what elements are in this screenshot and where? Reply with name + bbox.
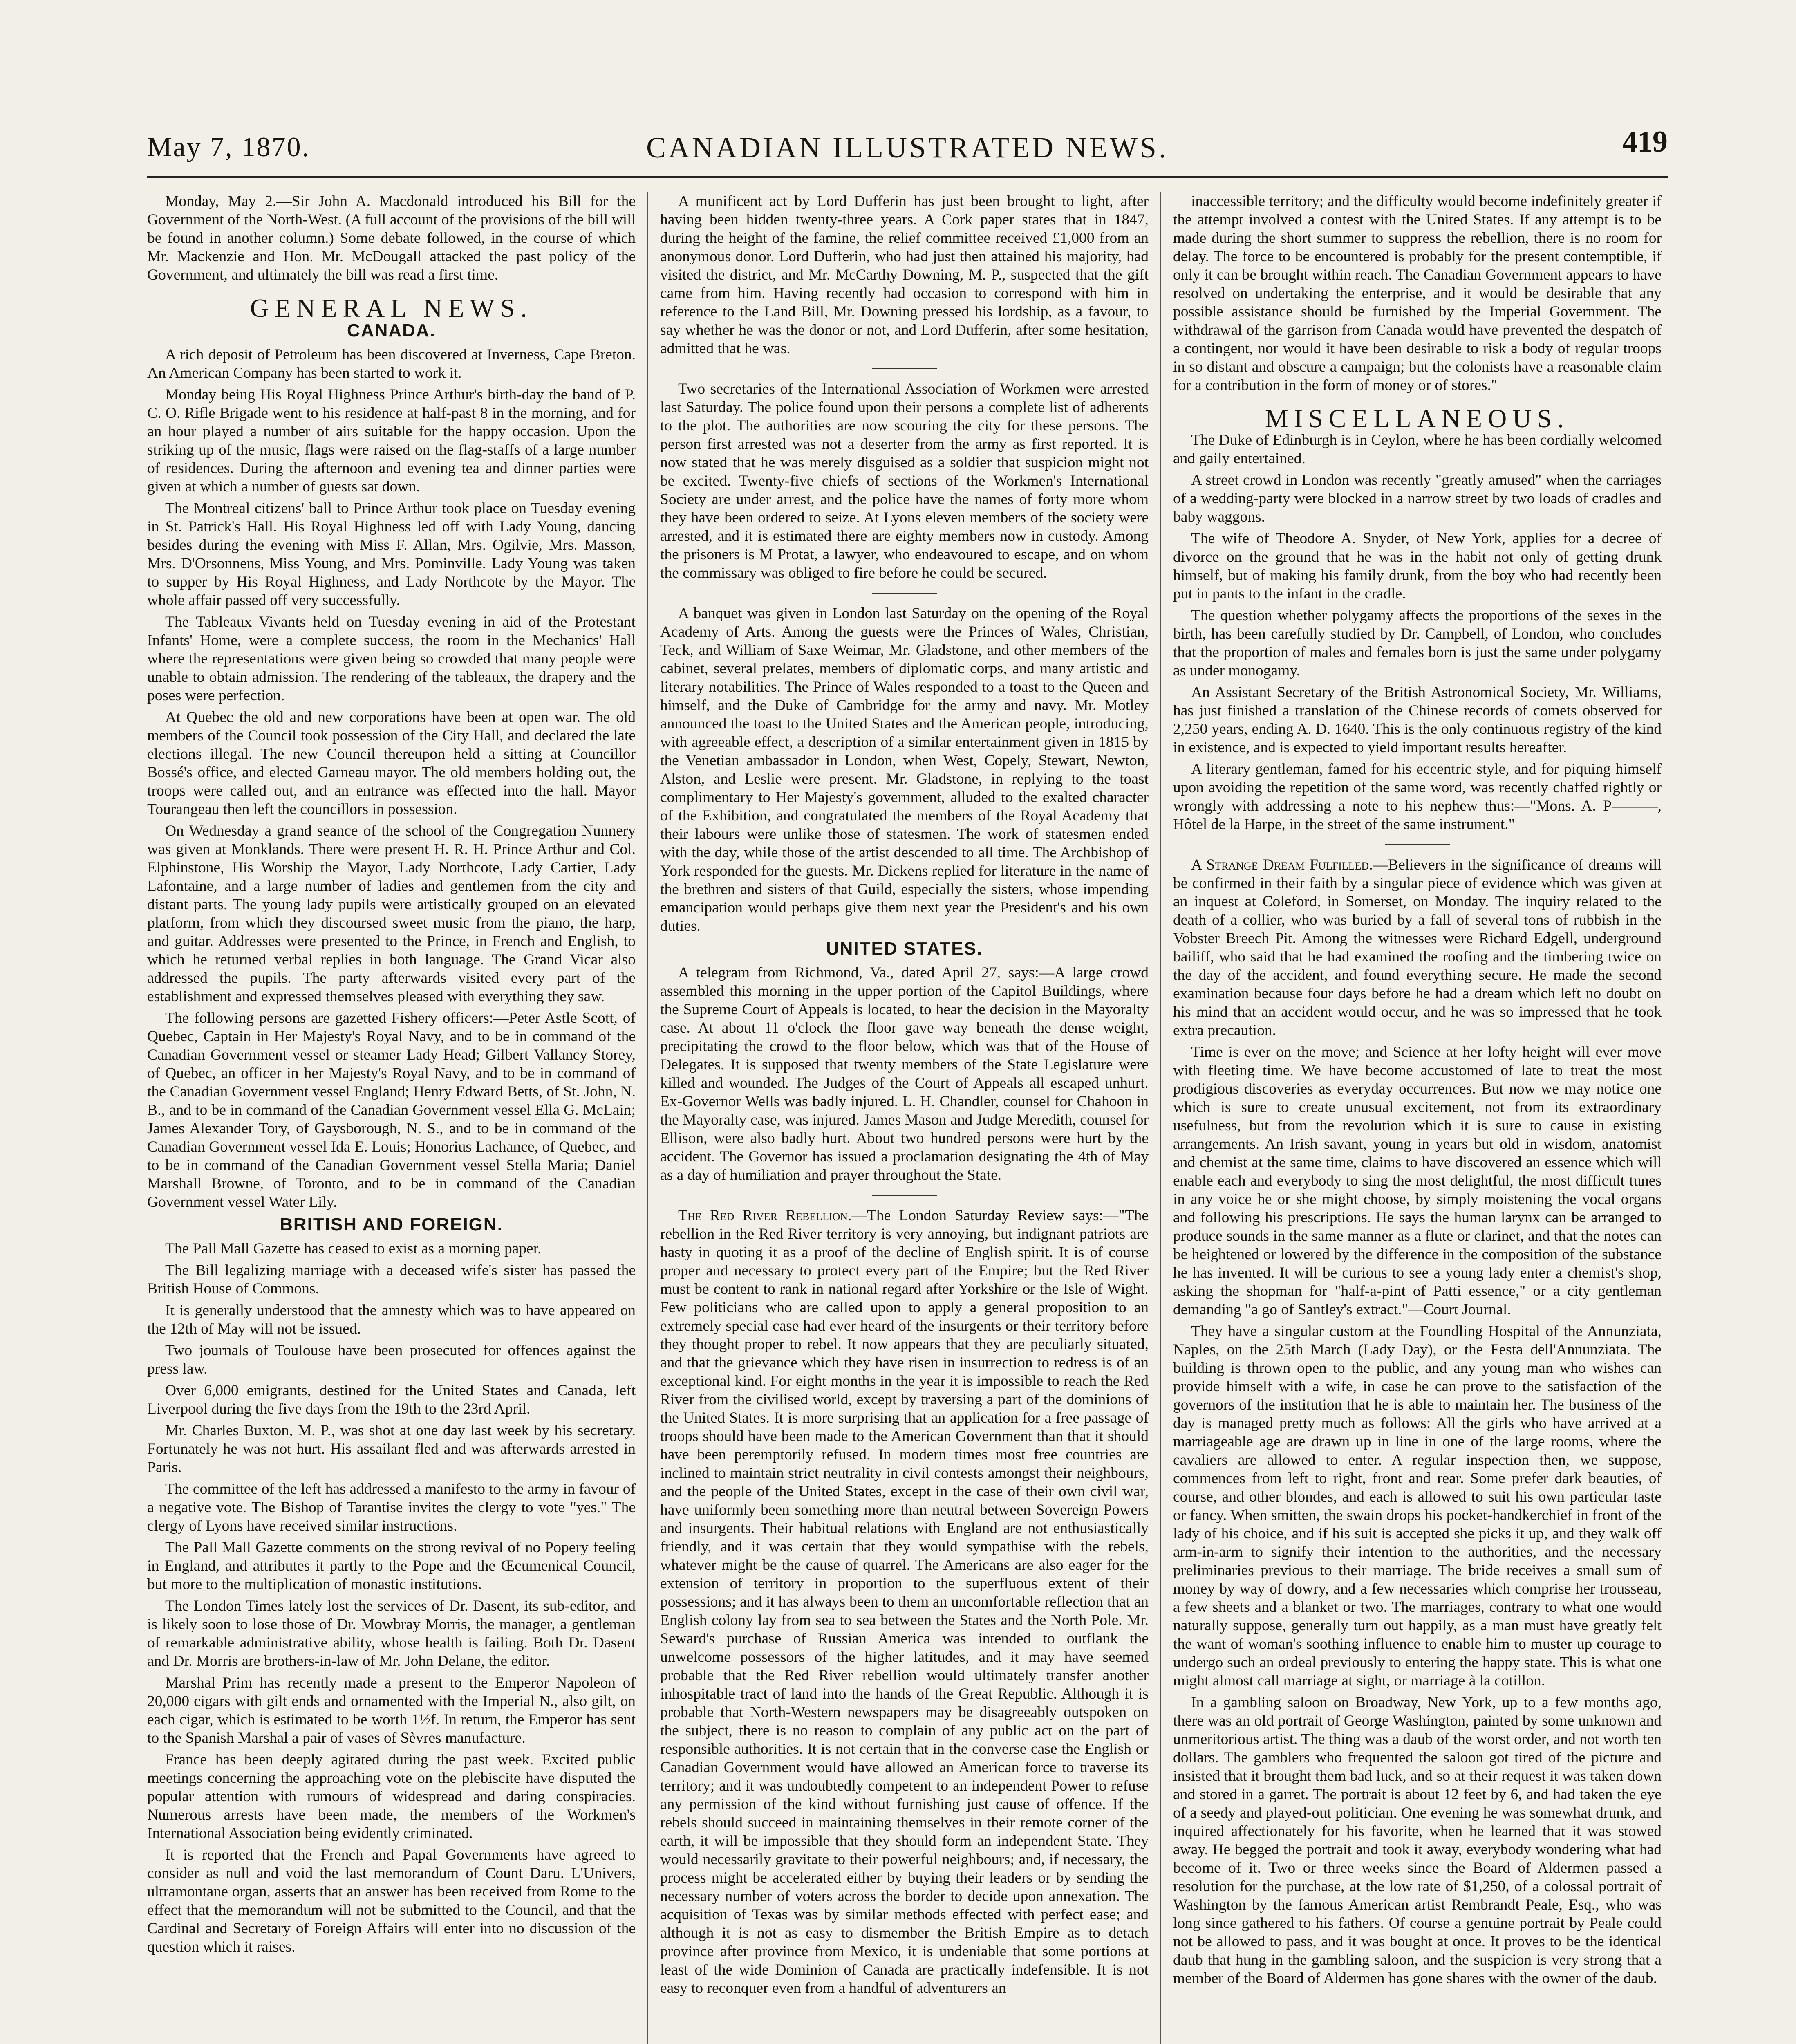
section-divider	[872, 593, 937, 594]
section-divider	[872, 368, 937, 369]
column-1	[147, 192, 636, 2044]
news-paragraph: On Wednesday a grand seance of the school of the Congregation Nunnery was given at Monklands. There were present H. R. H. Prince Arthur and Col. Elphinstone, His Worship the Mayor, Lady Northcote, Lady Cartier, Lady Lafontaine, and a large number of ladies and gentlemen from the city and distant parts. The young lady pupils were artistically grouped on an elevated platform, from which they discoursed sweet music from the piano, the harp, and guitar. Addresses were presented to the Prince, in French and English, to which he returned verbal replies in both language. The Grand Vicar also addressed the pupils. The party afterwards visited every part of the establishment and expressed themselves pleased with everything they saw.	[147, 823, 636, 1005]
misc-paragraph: A literary gentleman, famed for his eccentric style, and for piquing himself upon avoiding the repetition of the same word, was recently chaffed rightly or wrongly with addressing a note to his nephew thus:—"Mons. A. P———, Hôtel de la Harpe, in the street of the same instrument."	[1173, 761, 1662, 833]
parliament-paragraph: Monday, May 2.—Sir John A. Macdonald introduced his Bill for the Government of the North-West. (A full account of the provisions of the bill will be found in another column.) Some debate followed, in the course of which Mr. Mackenzie and Hon. Mr. McDougall attacked the past policy of the Government, and ultimately the bill was read a first time.	[147, 193, 636, 283]
red-river-body: —The London Saturday Review says:—"The rebellion in the Red River territory is very annoying, but indignant patriots are hasty in quoting it as a proof of the decline of English spirit. It is of course proper and necessary to protect every part of the Empire; but the Red River must be content to rank in national regard after Yorkshire or the Isle of Wight. Few politicians who are called upon to apply a general proposition to an extremely special case had ever heard of the insurgents or their territory before they thought proper to rebel. It now appears that they are peculiarly situated, and that the grievance which they have risen in insurrection to redress is of an exceptional kind. For eight months in the year it is impossible to reach the Red River from the civilised world, except by traversing a part of the dominions of the United States. It is more surprising that an application for a free passage of troops should have been made to the American Government than that it should have been peremptorily refused. In modern times most free countries are inclined to maintain strict neutrality in civil contests amongst their neighbours, and the people of the United States, except in the case of their own civil war, have uniformly been something more than neutral between Sovereign Powers and insurgents. Their habitual relations with England are not enthusiastically friendly, and it was certain that they would sympathise with the rebels, whatever might be the cause of quarrel. The Americans are also eager for the extension of territory in proportion to the superfluous extent of their possessions; and it has always been to them an uncomfortable reflection that an English colony lay from sea to sea between the States and the North Pole. Mr. Seward's purchase of Russian America was intended to outflank the unwelcome possessors of the higher latitudes, and it may have seemed probable that the Red River rebellion would ultimately transfer another inhospitable tract of land into the hands of the Great Republic. Although it is probable that North-Western newspapers may be disagreeably outspoken on the subject, there is no reason to complain of any public act on the part of responsible authorities. It is not certain that in the converse case the English or Canadian Government would have allowed an American force to traverse its territory; and it was undoubtedly competent to an independent Power to refuse any permission of the kind without furnishing just cause of offence. If the rebels should succeed in maintaining themselves in their remote corner of the earth, it will be impossible that they should form an independent State. They would necessarily gravitate to their powerful neighbours; and, if necessary, the process might be accelerated either by buying their leaders or by sending the necessary number of voters across the border to decide upon annexation. The acquisition of Texas was by similar methods effected with perfect ease; and although it is not as easy to dismember the British Empire as to detach province after province from Mexico, it is undeniable that some portions at least of the wide Dominion of Canada are practically indefensible. It is not easy to reconquer even from a handful of adventurers an	[660, 1207, 1149, 1997]
section-divider	[872, 1195, 937, 1196]
misc-paragraph: In a gambling saloon on Broadway, New York, up to a few months ago, there was an old portrait of George Washington, painted by some unknown and unmeritorious artist. The thing was a daub of the worst order, and not worth ten dollars. The gamblers who frequented the saloon got tired of the picture and insisted that it brought them bad luck, and so at their request it was taken down and stored in a garret. The portrait is about 12 feet by 6, and had taken the eye of a seedy and played-out politician. One evening he was somewhat drunk, and inquired affectionately for his favorite, when he learned that it was stowed away. He begged the portrait and took it away, everybody wondering what had become of it. Two or three weeks since the Board of Aldermen passed a resolution for the purchase, at the low rate of $1,250, of a colossal portrait of Washington by the famous American artist Rembrandt Peale, Esq., who was long since gathered to his fathers. Of course a genuine portrait by Peale could not be allowed to pass, and it was bought at once. It proves to be the identical daub that hung in the gambling saloon, and the suspicion is very strong that a member of the Board of Aldermen has gone shares with the owner of the daub.	[1173, 1694, 1662, 1987]
news-paragraph: The Pall Mall Gazette comments on the strong revival of no Popery feeling in England, and attributes it partly to the Pope and the Œcumenical Council, but more to the multiplication of monastic institutions.	[147, 1539, 636, 1593]
news-paragraph: A banquet was given in London last Saturday on the opening of the Royal Academy of Arts. Among the guests were the Princes of Wales, Christian, Teck, and William of Saxe Weimar, Mr. Gladstone, and other members of the cabinet, several prelates, members of diplomatic corps, and many artistic and literary notabilities. The Prince of Wales responded to a toast to the Queen and himself, and the Duke of Cambridge for the army and navy. Mr. Motley announced the toast to the United States and the American people, introducing, with agreeable effect, a description of a similar entertainment given in 1815 by the Venetian ambassador in London, when West, Copely, Stewart, Newton, Alston, and Leslie were present. Mr. Gladstone, in replying to the toast complimentary to Her Majesty's government, alluded to the exalted character of the Exhibition, and congratulated the members of the Royal Academy that their labours were unlike those of statesmen. The work of statesmen ended with the day, while those of the artist descended to all time. The Archbishop of York responded for the guests. Mr. Dickens replied for literature in the name of the brethren and sisters of that Guild, especially the sisters, whose impending emancipation would perhaps give them next year the President's and his own duties.	[660, 605, 1149, 935]
miscellaneous-heading: MISCELLANEOUS.	[1265, 404, 1570, 433]
misc-paragraph: A street crowd in London was recently "greatly amused" when the carriages of a wedding-party were blocked in a narrow street by two loads of cradles and baby waggons.	[1173, 472, 1662, 525]
red-river-paragraph	[660, 1206, 1149, 1997]
issue-date: May 7, 1870.	[147, 131, 310, 162]
news-paragraph: The Bill legalizing marriage with a deceased wife's sister has passed the British House of Commons.	[147, 1262, 636, 1297]
news-paragraph: The Pall Mall Gazette has ceased to exist as a morning paper.	[165, 1240, 542, 1257]
news-paragraph: The following persons are gazetted Fishery officers:—Peter Astle Scott, of Quebec, Captain in Her Majesty's Royal Navy, and to be in command of the Canadian Government vessel or steamer Lady Head; Gilbert Vallancy Storey, of Quebec, an officer in her Majesty's Royal Navy, and to be in command of the Canadian Government vessel England; Henry Edward Betts, of St. John, N. B., and to be in command of the Canadian Government vessel Ella G. McLain; James Alexander Tory, of Gaysborough, N. S., and to be in command of the Canadian Government vessel Ida E. Louis; Honorius Lachance, of Quebec, and to be in command of the Canadian Government vessel Stella Maria; Daniel Marshall Browne, of Toronto, and to be in command of the Canadian Government vessel Water Lily.	[147, 1010, 636, 1210]
misc-paragraph: Time is ever on the move; and Science at her lofty height will ever move with fleeting time. We have become accustomed of late to treat the most prodigious discoveries as everyday occurrences. But now we may notice one which is sure to create unusual excitement, not from its extraordinary usefulness, but from the revolution which it is sure to cause in existing arrangements. An Irish savant, young in years but old in wisdom, anatomist and chemist at the same time, claims to have discovered an essence which will enable each and everybody to sing the most delightful, the most difficult tunes in any voice he or she might choose, by simply moistening the vocal organs and following his prescriptions. He says the human larynx can be arranged to produce sounds in the same manner as a flute or clarinet, and that the notes can be heightened or lowered by the difference in the composition of the substance he has invented. It will be curious to see a young lady enter a chemist's shop, asking the shopman for "half-a-pint of Patti essence," or a city gentleman demanding "a go of Santley's extract."—Court Journal.	[1173, 1044, 1662, 1318]
news-paragraph: The London Times lately lost the services of Dr. Dasent, its sub-editor, and is likely soon to lose those of Dr. Mowbray Morris, the manager, a gentleman of remarkable administrative ability, whose health is failing. Both Dr. Dasent and Dr. Morris are brothers-in-law of Mr. John Delane, the editor.	[147, 1598, 636, 1670]
united-states-heading: UNITED STATES.	[826, 939, 983, 959]
news-paragraph: France has been deeply agitated during the past week. Excited public meetings concerning the approaching vote on the plebiscite have disputed the popular attention with rumours of widespread and daring conspiracies. Numerous arrests have been made, the members of the Workmen's International Association being evidently criminated.	[147, 1751, 636, 1842]
news-paragraph: A telegram from Richmond, Va., dated April 27, says:—A large crowd assembled this morning in the upper portion of the Capitol Buildings, where the Supreme Court of Appeals is located, to hear the decision in the Mayoralty case. At about 11 o'clock the floor gave way beneath the dense weight, precipitating the crowd to the floor below, which was that of the House of Delegates. It is supposed that twenty members of the State Legislature were killed and wounded. The Judges of the Court of Appeals all escaped unhurt. Ex-Governor Wells was badly injured. L. H. Chandler, counsel for Chahoon in the Mayoralty case, was injured. James Mason and Judge Meredith, counsel for Ellison, were also badly hurt. About two hundred persons were hurt by the accident. The Governor has issued a proclamation designating the 4th of May as a day of humiliation and prayer throughout the State.	[660, 964, 1149, 1183]
news-paragraph: The Montreal citizens' ball to Prince Arthur took place on Tuesday evening in St. Patrick's Hall. His Royal Highness led off with Lady Young, dancing besides during the evening with Miss F. Allan, Mrs. Ogilvie, Mrs. Masson, Mrs. D'Orsonnens, Miss Young, and Mrs. Pominville. Lady Young was taken to supper by His Royal Highness, and Lady Northcote by the Mayor. The whole affair passed off very successfully.	[147, 500, 636, 609]
news-paragraph: A munificent act by Lord Dufferin has just been brought to light, after having been hidden twenty-three years. A Cork paper states that in 1847, during the height of the famine, the relief committee received £1,000 from an anonymous donor. Lord Dufferin, who had just then attained his majority, had visited the district, and Mr. McCarthy Downing, M. P., suspected that the gift came from him. Having recently had occasion to correspond with him in reference to the Land Bill, Mr. Downing pressed his lordship, as a favour, to say whether he was the donor or not, and Lord Dufferin, after some hesitation, admitted that he was.	[660, 193, 1149, 357]
news-paragraph: A rich deposit of Petroleum has been discovered at Inverness, Cape Breton. An American Company has been started to work it.	[147, 346, 636, 381]
british-foreign-heading: BRITISH AND FOREIGN.	[280, 1215, 503, 1235]
misc-paragraph: The Duke of Edinburgh is in Ceylon, where he has been cordially welcomed and gaily entertained.	[1173, 432, 1662, 467]
column-divider-1	[647, 192, 648, 2044]
general-news-heading: GENERAL NEWS.	[250, 294, 533, 323]
newspaper-title: CANADIAN ILLUSTRATED NEWS.	[646, 131, 1169, 164]
news-paragraph: Monday being His Royal Highness Prince Arthur's birth-day the band of P. C. O. Rifle Brigade went to his residence at half-past 8 in the morning, and for an hour played a number of airs suitable for the happy occasion. Upon the striking up of the music, flags were raised on the flag-staffs of a large number of residences. During the afternoon and evening tea and dinner parties were given at which a number of guests sat down.	[147, 386, 636, 495]
news-paragraph: Two journals of Toulouse have been prosecuted for offences against the press law.	[147, 1342, 636, 1377]
news-paragraph: Mr. Charles Buxton, M. P., was shot at one day last week by his secretary. Fortunately he was not hurt. His assailant fled and was afterwards arrested in Paris.	[147, 1422, 636, 1476]
page-number: 419	[1622, 125, 1668, 159]
section-divider	[1385, 844, 1450, 845]
dream-paragraph	[1173, 856, 1662, 1040]
news-paragraph: Marshal Prim has recently made a present to the Emperor Napoleon of 20,000 cigars with gilt ends and ornamented with the Imperial N., also gilt, on each cigar, which is estimated to be worth 1½f. In return, the Emperor has sent to the Spanish Marshal a pair of vases of Sèvres manufacture.	[147, 1674, 636, 1746]
misc-paragraph: The question whether polygamy affects the proportions of the sexes in the birth, has been carefully studied by Dr. Campbell, of London, who concludes that the proportion of males and females born is just the same under polygamy as under monogamy.	[1173, 607, 1662, 679]
masthead-rule	[147, 176, 1668, 178]
news-paragraph: Over 6,000 emigrants, destined for the United States and Canada, left Liverpool during the five days from the 19th to the 23rd April.	[147, 1382, 636, 1417]
news-paragraph: The committee of the left has addressed a manifesto to the army in favour of a negative vote. The Bishop of Tarantise invites the clergy to vote "yes." The clergy of Lyons have received similar instructions.	[147, 1481, 636, 1534]
news-paragraph: It is generally understood that the amnesty which was to have appeared on the 12th of May will not be issued.	[147, 1302, 636, 1337]
masthead	[147, 123, 1668, 176]
news-paragraph: Two secretaries of the International Association of Workmen were arrested last Saturday. The police found upon their persons a complete list of adherents to the plot. The authorities are now scouring the city for these persons. The person first arrested was not a deserter from the army as first reported. It is now stated that he was merely disguised as a soldier that suspicion might not be excited. Twenty-five chiefs of sections of the Workmen's International Society are under arrest, and the police have the names of forty more whom they have been ordered to seize. At Lyons eleven members of the society were arrested, and it is estimated there are eighty members now in custody. Among the prisoners is M Protat, a lawyer, who endeavoured to escape, and on whom the commissary was obliged to fire before he could be secured.	[660, 381, 1149, 581]
continued-paragraph: inaccessible territory; and the difficulty would become indefinitely greater if the attempt involved a contest with the United States. If any attempt is to be made during the short summer to suppress the rebellion, there is no room for delay. The force to be encountered is probably for the present contemptible, if only it can be brought within reach. The Canadian Government appears to have resolved on undertaking the enterprise, and it would be desirable that any possible assistance should be furnished by the Imperial Government. The withdrawal of the garrison from Canada would have prevented the despatch of a contingent, nor would it have been desirable to risk a body of regular troops in so distant and obscure a campaign; but the colonists have a reasonable claim for a contribution in the form of money or of stores."	[1173, 193, 1662, 394]
canada-heading: CANADA.	[347, 320, 436, 341]
news-paragraph: The Tableaux Vivants held on Tuesday evening in aid of the Protestant Infants' Home, were a complete success, the room in the Mechanics' Hall where the representations were given being so crowded that many people were unable to obtain admission. The rendering of the tableaux, the drapery and the poses were perfection.	[147, 614, 636, 704]
column-3	[1173, 192, 1662, 2044]
dream-run-in-head: A Strange Dream Fulfilled.	[1191, 856, 1373, 873]
misc-paragraph: An Assistant Secretary of the British Astronomical Society, Mr. Williams, has just finished a translation of the Chinese records of comets observed for 2,250 years, ending A. D. 1640. This is the only continuous registry of the kind in existence, and is expected to yield important results hereafter.	[1173, 684, 1662, 756]
column-2	[660, 192, 1149, 2044]
misc-paragraph: The wife of Theodore A. Snyder, of New York, applies for a decree of divorce on the ground that he was in the habit not only of getting drunk himself, but of making his family drunk, from the boy who had recently been put in pants to the infant in the cradle.	[1173, 530, 1662, 602]
news-paragraph: At Quebec the old and new corporations have been at open war. The old members of the Council took possession of the City Hall, and declared the late elections illegal. The new Council thereupon held a sitting at Councillor Bossé's office, and elected Garneau mayor. The old members holding out, the troops were called out, and an entrance was effected into the hall. Mayor Tourangeau then left the councillors in possession.	[147, 709, 636, 818]
red-river-run-in-head: The Red River Rebellion.	[678, 1207, 852, 1224]
column-divider-2	[1160, 192, 1161, 2044]
misc-paragraph: They have a singular custom at the Foundling Hospital of the Annunziata, Naples, on the 25th March (Lady Day), or the Festa dell'Annunziata. The building is thrown open to the public, and any young man who wishes can provide himself with a wife, in case he can prove to the satisfaction of the governors of the institution that he is able to maintain her. The business of the day is managed pretty much as follows: All the girls who have arrived at a marriageable age are drawn up in line in one of the large rooms, where the cavaliers are allowed to enter. A regular inspection then, we suppose, commences from left to right, front and rear. Some prefer dark beauties, of course, and other blondes, and each is allowed to suit his own particular taste or fancy. When smitten, the swain drops his pocket-handkerchief in front of the lady of his choice, and if his suit is accepted she picks it up, and they walk off arm-in-arm to signify their intention to the authorities, and the necessary preliminaries previous to their marriage. The bride receives a small sum of money by way of dowry, and a few necessaries which comprise her trousseau, a few sheets and a blanket or two. The marriages, contrary to what one would naturally suppose, generally turn out happily, as a man must have greatly felt the want of woman's soothing influence to enable him to muster up courage to undergo such an ordeal previously to entering the happy state. This is what one might almost call marriage at sight, or marriage à la cotillon.	[1173, 1323, 1662, 1689]
dream-body: —Believers in the significance of dreams will be confirmed in their faith by a singular piece of evidence which was given at an inquest at Coleford, in Somerset, on Monday. The inquiry related to the death of a collier, who was buried by a fall of several tons of rubbish in the Vobster Breech Pit. Among the witnesses were Richard Edgell, underground bailiff, who said that he had examined the roofing and the timbering twice on the day of the accident, and found everything secure. He made the second examination because four days before he had a dream which left no doubt on his mind that an accident would occur, and he was so impressed that he took extra precaution.	[1173, 856, 1662, 1039]
news-paragraph: It is reported that the French and Papal Governments have agreed to consider as null and void the last memorandum of Count Daru. L'Univers, ultramontane organ, asserts that an answer has been received from Rome to the effect that the memorandum will not be submitted to the Council, and that the Cardinal and Secretary of Foreign Affairs will enter into no discussion of the question which it raises.	[147, 1847, 636, 1955]
